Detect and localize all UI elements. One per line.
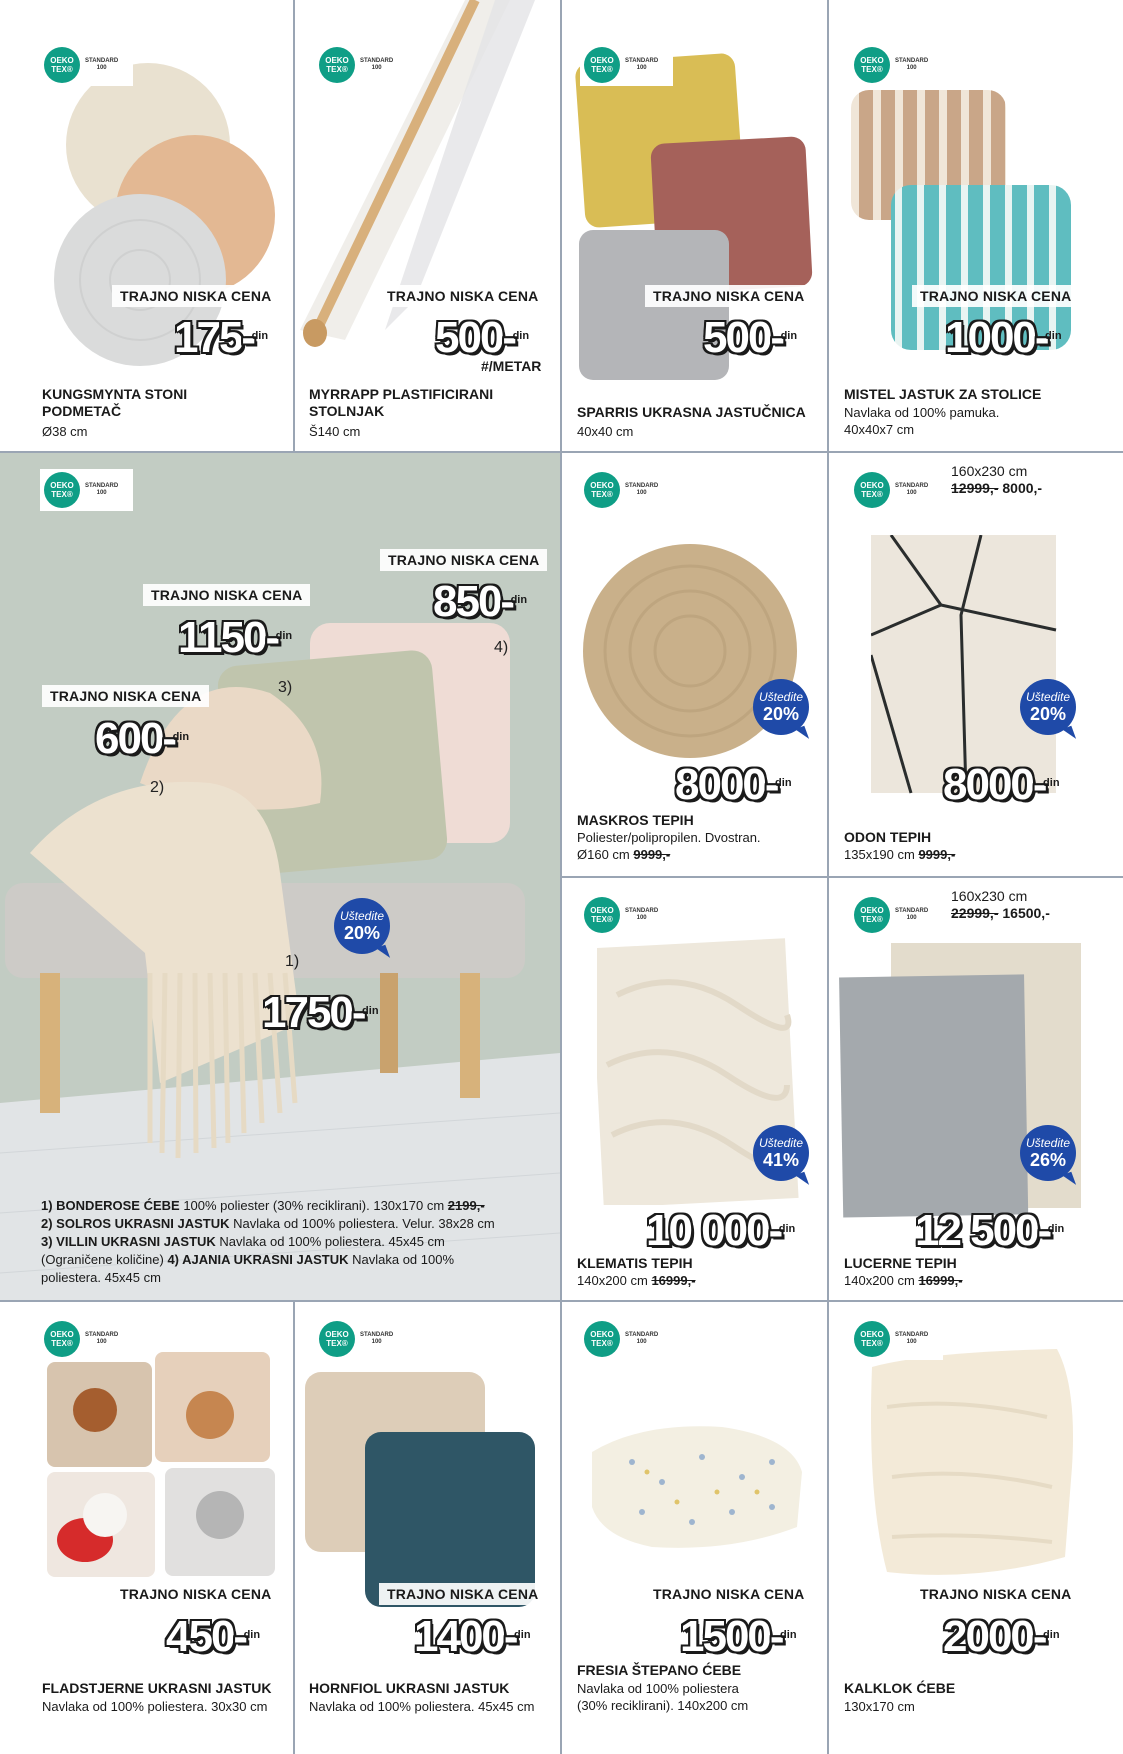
product-card-klematis[interactable] xyxy=(562,878,827,1300)
savings-badge: Uštedite 26% xyxy=(1020,1125,1076,1181)
price-tag-label: TRAJNO NISKA CENA xyxy=(912,285,1079,307)
product-desc: 135x190 cm 9999,- xyxy=(844,847,956,862)
product-name: KLEMATIS TEPIH xyxy=(577,1255,693,1271)
product-desc: Navlaka od 100% poliestera. 30x30 cm xyxy=(42,1699,268,1714)
product-desc: Navlaka od 100% poliestera (30% reciklirani). 140x200 cm xyxy=(577,1681,749,1713)
price: 1000- din xyxy=(945,313,1062,362)
lucerne-rug-image xyxy=(829,938,1123,1228)
price-villin: 1150- din xyxy=(178,613,293,662)
price-tag-label: TRAJNO NISKA CENA xyxy=(645,1583,812,1605)
bench-product-list: 1) BONDEROSE ĆEBE 100% poliester (30% reciklirani). 130x170 cm 2199,- 2) SOLROS UKRASNI JASTUK Navlaka od 100% poliestera. Velur. 38x28 cm 3) VILLIN UKRASNI JASTUK Navlaka od 100% poliestera. 45x45 cm (Ograničene količine) 4) AJANIA UKRASNI JASTUK Navlaka od 100% poliestera. 45x45 cm xyxy=(41,1198,495,1285)
price: 500- din xyxy=(435,313,530,362)
price: 8000- din xyxy=(675,760,792,809)
marker-3: 3) xyxy=(278,679,293,696)
product-card-fresia[interactable] xyxy=(562,1302,827,1754)
oeko-tex-badge: OEKO TEX® STANDARD 100 xyxy=(40,469,133,511)
product-name: FRESIA ŠTEPANO ĆEBE xyxy=(577,1662,742,1678)
price-tag-label: TRAJNO NISKA CENA xyxy=(645,285,812,307)
marker-1: 1) xyxy=(285,953,300,970)
oeko-tex-badge: OEKO TEX® STANDARD 100 xyxy=(315,1318,408,1360)
oeko-tex-badge: OEKO TEX® STANDARD 100 xyxy=(40,1318,133,1360)
price: 10 000- din xyxy=(646,1206,796,1255)
oeko-tex-badge: OEKO TEX® STANDARD 100 xyxy=(850,1318,943,1360)
product-card-hornfiol[interactable] xyxy=(295,1302,560,1754)
oeko-tex-badge: OEKO TEX® STANDARD 100 xyxy=(315,44,408,86)
oeko-tex-badge: OEKO TEX® STANDARD 100 xyxy=(40,44,133,86)
bench-photo-section[interactable] xyxy=(0,453,560,1300)
product-card-myrrapp[interactable] xyxy=(295,0,560,451)
price-tag-label: TRAJNO NISKA CENA xyxy=(143,584,310,606)
price: 2000- din xyxy=(943,1612,1060,1661)
savings-badge: Uštedite 20% xyxy=(753,679,809,735)
product-desc: Poliester/polipropilen. Dvostran. Ø160 cm 9999,- xyxy=(577,830,761,862)
oeko-tex-badge: OEKO TEX® STANDARD 100 xyxy=(580,894,673,936)
product-desc: Navlaka od 100% poliestera. 45x45 cm xyxy=(309,1699,535,1714)
odon-rug-image xyxy=(871,535,1061,795)
marker-2: 2) xyxy=(150,779,165,796)
product-name: MISTEL JASTUK ZA STOLICE xyxy=(844,386,1042,402)
product-desc: 130x170 cm xyxy=(844,1699,915,1714)
product-name: MASKROS TEPIH xyxy=(577,812,694,828)
product-name: MYRRAPP PLASTIFICIRANI STOLNJAK xyxy=(309,386,494,419)
price-tag-label: TRAJNO NISKA CENA xyxy=(912,1583,1079,1605)
oeko-tex-badge: OEKO TEX® STANDARD 100 xyxy=(850,469,943,511)
product-desc: Ø38 cm xyxy=(42,424,88,439)
product-name: KUNGSMYNTA STONI PODMETAČ xyxy=(42,386,188,419)
product-name: SPARRIS UKRASNA JASTUČNICA xyxy=(577,404,806,420)
product-card-mistel[interactable] xyxy=(829,0,1123,451)
product-card-kungsmynta[interactable] xyxy=(0,0,293,451)
product-desc: Š140 cm xyxy=(309,424,361,439)
price-tag-label: TRAJNO NISKA CENA xyxy=(379,1583,546,1605)
product-name: FLADSTJERNE UKRASNI JASTUK xyxy=(42,1680,272,1696)
product-card-sparris[interactable] xyxy=(562,0,827,451)
product-desc: 140x200 cm 16999,- xyxy=(844,1273,963,1288)
price-solros: 600- din xyxy=(95,714,190,763)
product-desc: 40x40 cm xyxy=(577,424,634,439)
price-unit: #/METAR xyxy=(481,358,542,374)
size-option: 160x230 cm 22999,- 16500,- xyxy=(951,888,1050,921)
savings-badge: Uštedite 20% xyxy=(1020,679,1076,735)
marker-4: 4) xyxy=(494,639,509,656)
price: 500- din xyxy=(703,313,798,362)
product-card-fladstjerne[interactable] xyxy=(0,1302,293,1754)
price: 12 500- din xyxy=(915,1206,1065,1255)
price: 8000- din xyxy=(943,760,1060,809)
product-desc: 140x200 cm 16999,- xyxy=(577,1273,696,1288)
oeko-tex-badge: OEKO TEX® STANDARD 100 xyxy=(580,1318,673,1360)
price-bonderose: 1750- din xyxy=(262,988,379,1037)
product-card-lucerne[interactable] xyxy=(829,878,1123,1300)
price: 450- din xyxy=(166,1612,261,1661)
faux-fur-blanket-image xyxy=(867,1347,1087,1587)
price-ajania: 850- din xyxy=(433,577,528,626)
price: 1400- din xyxy=(414,1612,531,1661)
size-option: 160x230 cm 12999,- 8000,- xyxy=(951,463,1043,496)
product-name: KALKLOK ĆEBE xyxy=(844,1680,956,1696)
product-name: ODON TEPIH xyxy=(844,829,932,845)
price-tag-label: TRAJNO NISKA CENA xyxy=(112,285,279,307)
price: 175- din xyxy=(174,313,269,362)
oeko-tex-badge: OEKO TEX® STANDARD 100 xyxy=(850,894,943,936)
savings-badge: Uštedite 20% xyxy=(334,898,390,954)
price-tag-label: TRAJNO NISKA CENA xyxy=(379,285,546,307)
quilt-image xyxy=(582,1412,812,1562)
price-tag-label: TRAJNO NISKA CENA xyxy=(42,685,209,707)
product-card-kalklok[interactable] xyxy=(829,1302,1123,1754)
oeko-tex-badge: OEKO TEX® STANDARD 100 xyxy=(580,469,673,511)
product-desc: Navlaka od 100% pamuka. 40x40x7 cm xyxy=(844,405,1000,437)
product-name: HORNFIOL UKRASNI JASTUK xyxy=(309,1680,510,1696)
oeko-tex-badge: OEKO TEX® STANDARD 100 xyxy=(850,44,943,86)
savings-badge: Uštedite 41% xyxy=(753,1125,809,1181)
price-tag-label: TRAJNO NISKA CENA xyxy=(112,1583,279,1605)
pet-cushions-image xyxy=(45,1350,285,1580)
oeko-tex-badge: OEKO TEX® STANDARD 100 xyxy=(580,44,673,86)
product-card-maskros[interactable] xyxy=(562,453,827,876)
product-name: LUCERNE TEPIH xyxy=(844,1255,957,1271)
product-card-odon[interactable] xyxy=(829,453,1123,876)
price: 1500- din xyxy=(680,1612,797,1661)
price-tag-label: TRAJNO NISKA CENA xyxy=(380,549,547,571)
